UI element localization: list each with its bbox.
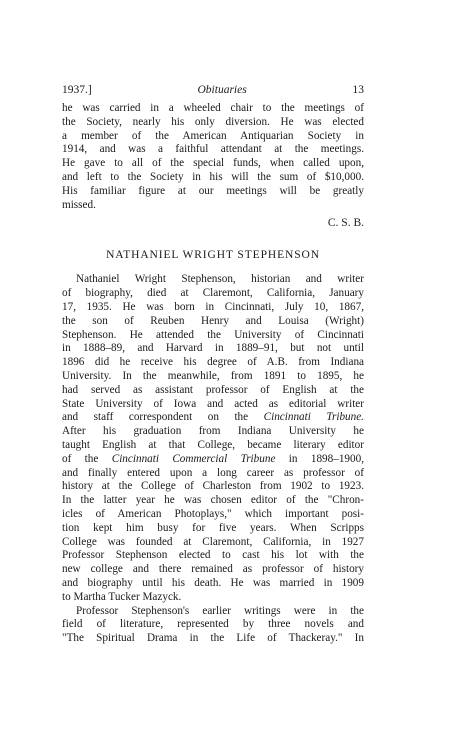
text-line: Nathaniel Wright Stephenson, historian and writer xyxy=(76,273,364,286)
header-year: 1937.] xyxy=(62,84,92,96)
text-line: and left to the Society in his will the sum of $10,000. xyxy=(62,170,364,183)
text-line: field of literature, represented by three novels and xyxy=(62,618,364,631)
text-line: and biography until his death. He was married in 1909 xyxy=(62,576,364,589)
text-line: taught English at that College, became literary editor xyxy=(62,438,364,451)
text-line: to Martha Tucker Mazyck. xyxy=(62,590,182,603)
text-line: tion kept him busy for five years. When Scripps xyxy=(62,521,364,534)
text-line: missed. xyxy=(62,198,96,211)
text-line: history at the College of Charleston from 1902 to 1923. xyxy=(62,480,364,493)
text-line: the son of Reuben Henry and Louisa (Wright) xyxy=(62,314,364,327)
text-line: He gave to all of the special funds, when called upon, xyxy=(62,157,364,170)
page-number: 13 xyxy=(352,84,364,96)
text-line: new college and there remained as professor of history xyxy=(62,563,364,576)
text-line: of biography, died at Claremont, California, January xyxy=(62,287,364,300)
previous-obituary-paragraph xyxy=(62,102,364,212)
text-line: and staff correspondent on the Cincinnati Tribune. xyxy=(62,411,364,424)
text-line: a member of the American Antiquarian Society in xyxy=(62,129,364,142)
text-line: Professor Stephenson's earlier writings were in the xyxy=(76,604,364,617)
text-line: and finally entered upon a long career as professor of xyxy=(62,466,364,479)
author-initials: C. S. B. xyxy=(327,217,364,230)
text-line: of the Cincinnati Commercial Tribune in 1898–1900, xyxy=(62,452,364,465)
text-line: icles of American Photoplays," which important posi- xyxy=(62,507,364,520)
text-line: In the latter year he was chosen editor of the "Chron- xyxy=(62,494,364,507)
text-line: "The Spiritual Drama in the Life of Thackeray." In xyxy=(62,632,364,645)
text-line: 17, 1935. He was born in Cincinnati, July 10, 1867, xyxy=(62,300,364,313)
text-line: 1914, and was a faithful attendant at the meetings. xyxy=(62,143,364,156)
document-page xyxy=(62,84,364,646)
running-header xyxy=(62,84,364,102)
text-line: Professor Stephenson elected to cast his lot with the xyxy=(62,549,364,562)
text-line: University. In the meanwhile, from 1891 to 1895, he xyxy=(62,369,364,382)
text-line: 1896 did he receive his degree of A.B. from Indiana xyxy=(62,356,364,369)
obituary-heading: NATHANIEL WRIGHT STEPHENSON xyxy=(106,249,320,262)
obituary-paragraph-1 xyxy=(62,273,364,604)
text-line: His familiar figure at our meetings will be greatly xyxy=(62,184,364,197)
text-line: in 1888–89, and Harvard in 1889–91, but not until xyxy=(62,342,364,355)
text-line: College was founded at Claremont, California, in 1927 xyxy=(62,535,364,548)
text-line: State University of Iowa and acted as editorial writer xyxy=(62,397,364,410)
text-line: Stephenson. He attended the University of Cincinnati xyxy=(62,328,364,341)
text-line: the Society, nearly his only diversion. He was elected xyxy=(62,115,364,128)
header-section: Obituaries xyxy=(197,84,247,96)
text-line: had served as assistant professor of English at the xyxy=(62,383,364,396)
text-line: he was carried in a wheeled chair to the meetings of xyxy=(62,102,364,114)
obituary-paragraph-2 xyxy=(62,605,364,646)
text-line: After his graduation from Indiana University he xyxy=(62,425,364,438)
